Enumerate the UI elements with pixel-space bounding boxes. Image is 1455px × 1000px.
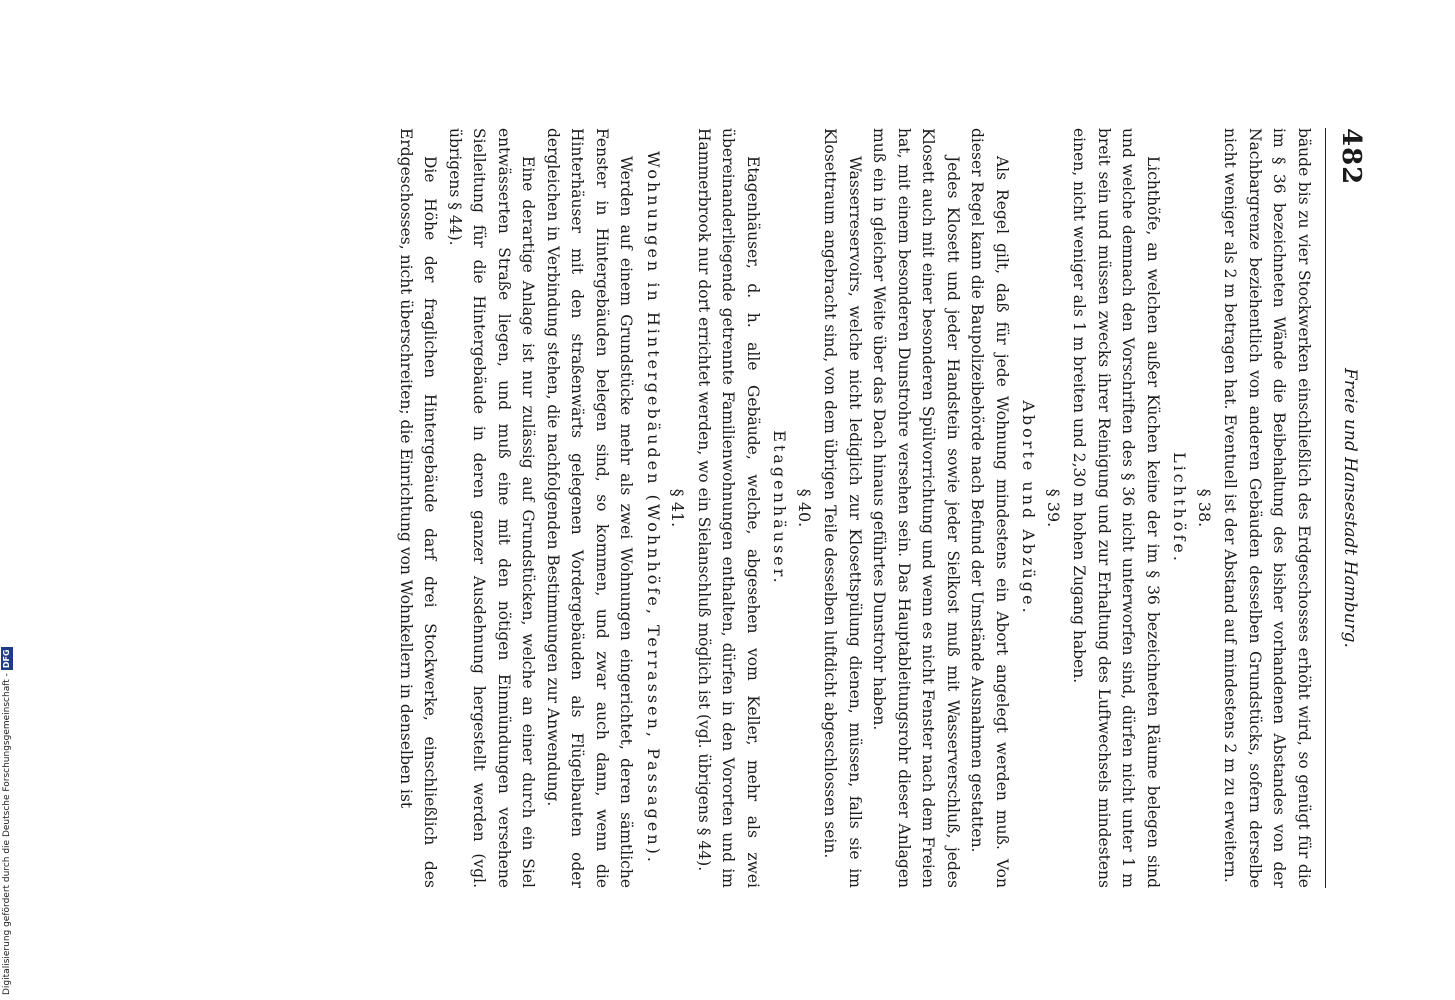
section-38-title: Lichthöfe.	[1170, 452, 1190, 564]
section-40-title: Etagenhäuser.	[770, 430, 790, 586]
section-39-paragraph-1: Als Regel gilt, daß für jede Wohnung mindestens ein Abort angelegt werden muß. Von dieser Regel kann die Baupolizeibehörde nach Befund der Umstände Ausnahmen gestatten.	[968, 128, 1011, 888]
page-body	[394, 128, 1317, 888]
section-38-paragraph: Lichthöfe, an welchen außer Küchen keine der im § 36 bezeichneten Räume belegen sind und welche demnach den Vorschriften des § 36 nicht unterworfen sind, dürfen nicht unter 1 m breit sein und müssen zwecks ihrer Reinigung und zur Erhaltung des Luftwechsels mindestens einen, nicht weniger als 1 m breiten und 2,30 m hohen Zugang haben.	[1070, 128, 1162, 888]
page-number: 482	[1336, 128, 1366, 186]
rotated-page	[110, 128, 1370, 888]
section-39-number: § 39.	[1044, 488, 1063, 528]
section-41-paragraph-2: Eine derartige Anlage ist nur zulässig auf Grundstücken, welche an einer durch ein Siel entwässerten Straße liegen, und muß eine mit den nötigen Einmündungen versehene Sielleitung für die Hintergebäude in deren ganzer Ausdehnung hergestellt werden (vgl. übrigens § 44).	[446, 128, 538, 888]
page-header	[1325, 128, 1370, 888]
section-40-number: § 40.	[795, 488, 814, 528]
section-39-paragraph-3: Wasserreservoirs, welche nicht lediglich zur Klosettspülung dienen, müssen, falls sie im Klosettraum angebracht sind, von dem übrigen Teile desselben luftdicht abgeschlossen sein.	[821, 128, 864, 888]
running-head: Freie und Hansestadt Hamburg.	[1340, 368, 1360, 648]
credit-text: Digitalisierung gefördert durch die Deutsche Forschungsgemeinschaft -	[2, 673, 12, 995]
digitization-credit	[0, 605, 14, 995]
section-38-number: § 38.	[1195, 488, 1214, 528]
section-41-paragraph-3: Die Höhe der fraglichen Hintergebäude darf drei Stockwerke, einschließlich des Erdgeschosses, nicht überschreiten; die Einrichtung von Wohnkellern in denselben ist	[397, 128, 440, 888]
section-39-paragraph-2: Jedes Klosett und jeder Handstein sowie jeder Sielkost muß mit Wasserverschluß, jedes Klosett auch mit einer besonderen Spülvorrichtung und wenn es nicht Fenster nach dem Freien hat, mit einem besonderen Dunstrohre versehen sein. Das Hauptableitungsrohr dieser Anlagen muß ein in gleicher Weite über das Dach hinaus geführtes Dunstrohr haben.	[870, 128, 962, 888]
section-40-paragraph: Etagenhäuser, d. h. alle Gebäude, welche, abgesehen vom Keller, mehr als zwei übereinanderliegende getrennte Familienwohnungen enthalten, dürfen in den Vororten und im Hammerbrook nur dort errichtet werden, wo ein Sielanschluß möglich ist (vgl. übrigens § 44).	[695, 128, 762, 888]
section-41-paragraph-1: Werden auf einem Grundstücke mehr als zwei Wohnungen eingerichtet, deren sämtliche Fenster in Hintergebäuden belegen sind, so kommen, und zwar auch dann, wenn die Hinterhäuser mit den straßenwärts gelegenen Vordergebäuden als Flügelbauten oder dergleichen in Verbindung stehen, die nachfolgenden Bestimmungen zur Anwendung.	[544, 128, 636, 888]
dfg-logo: DFG	[1, 649, 11, 669]
paragraph-intro: bäude bis zu vier Stockwerken einschließlich des Erdgeschosses erhöht wird, so genügt für die im § 36 bezeichneten Wände die Beibehaltung des bisher vorhandenen Abstandes von der Nachbargrenze beziehentlich von anderen Gebäuden desselben Grundstücks, sofern derselbe nicht weniger als 2 m betragen hat. Eventuell ist der Abstand auf mindestens 2 m zu erweitern.	[1221, 128, 1313, 888]
section-39-title: Aborte und Abzüge.	[1019, 400, 1039, 616]
section-41-number: § 41.	[668, 488, 688, 528]
section-41-title: Wohnungen in Hintergebäuden (Wohnhöfe, Terrassen, Passagen).	[644, 151, 663, 865]
